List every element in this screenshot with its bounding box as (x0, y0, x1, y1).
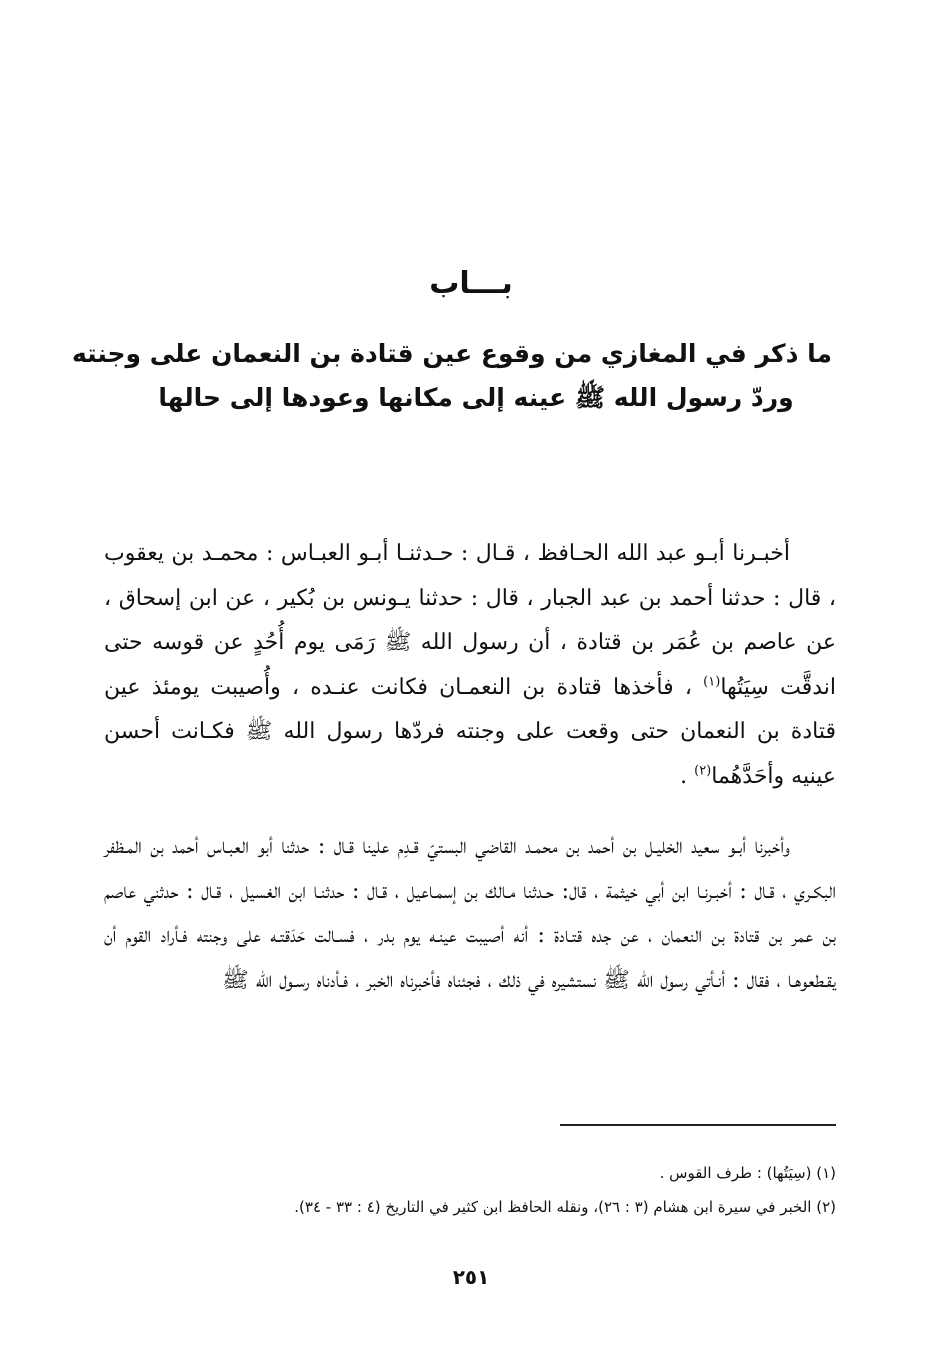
page-number: ٢٥١ (452, 1265, 490, 1289)
chapter-heading: بـــاب (429, 266, 513, 301)
paragraph-2: وأخبرنا أبـو سعيد الخليـل بن أحمد بن محمـد القاضي البستيّ قـدِم علينا قـال : حدثنا أبو العبـاس أحمد بن المـظفر البكـري ، قـال : أخبـرنـا ابن أبي خيثمة ، قال: حـدثنا مـالك بن إسمـاعيل ، قـال : حدثنـا ابن الغسيل ، قـال : حدثني عاصم بن عمر بن قتادة بن النعمان ، عن جده قتـادة : أنه أصيبت عينـه يوم بدر ، فسـالت حَدَقتـه على وجنته فـأراد القوم أن يقـطعوهـا ، فقال : أنـأتي رسول الله ﷺ نستشيره في ذلك ، فجئناه فأخبرناه الخبر ، فـأدناه رسـول الله ﷺ (104, 834, 836, 993)
paragraph-1 (104, 532, 836, 799)
footnote-2: (٢) الخبر في سيرة ابن هشام (٣ : ٢٦)، ونقله الحافظ ابن كثير في التاريخ (٤ : ٣٣ - ٣٤). (294, 1198, 836, 1216)
footnote-1: (١) (سِيَتُها) : طرف القوس . (659, 1164, 836, 1182)
chapter-title (71, 332, 832, 420)
chapter-title-line-1: ما ذكر في المغازي من وقوع عين قتادة بن النعمان على وجنته (71, 339, 832, 368)
footnotes (104, 1156, 836, 1224)
paragraph-1-text-a: أخبـرنا أبـو عبد الله الحـافظ ، قـال : حـدثنـا أبـو العبـاس : محمـد بن يعقوب ، قال : حدثنا أحمد بن عبد الجبار ، قال : حدثنا يـونس بن بُكير ، عن ابن إسحاق ، عن عاصم بن عُمَر بن قتادة ، أن رسول الله ﷺ رَمَى يوم أُحُدٍ عن قوسه حتى اندقَّت سِيَتُها (104, 541, 836, 700)
paragraph-1-text-end: . (680, 763, 695, 789)
chapter-title-line-2: وردّ رسول الله ﷺ عينه إلى مكانها وعودها إلى حالها (158, 383, 794, 412)
footnote-divider (560, 1124, 836, 1126)
paragraph-1-text-b: ، فأخذها قتادة بن النعمـان فكانت عنـده ، وأُصيبت يومئذ عين قتادة بن النعمان حتى وقعت على وجنته فردّها رسول الله ﷺ فكـانت أحسن عينيه وأحَدَّهُما (104, 674, 836, 789)
footnote-ref-1: (١) (703, 674, 721, 690)
footnote-ref-2: (٢) (694, 763, 712, 779)
body-text (104, 532, 836, 1003)
